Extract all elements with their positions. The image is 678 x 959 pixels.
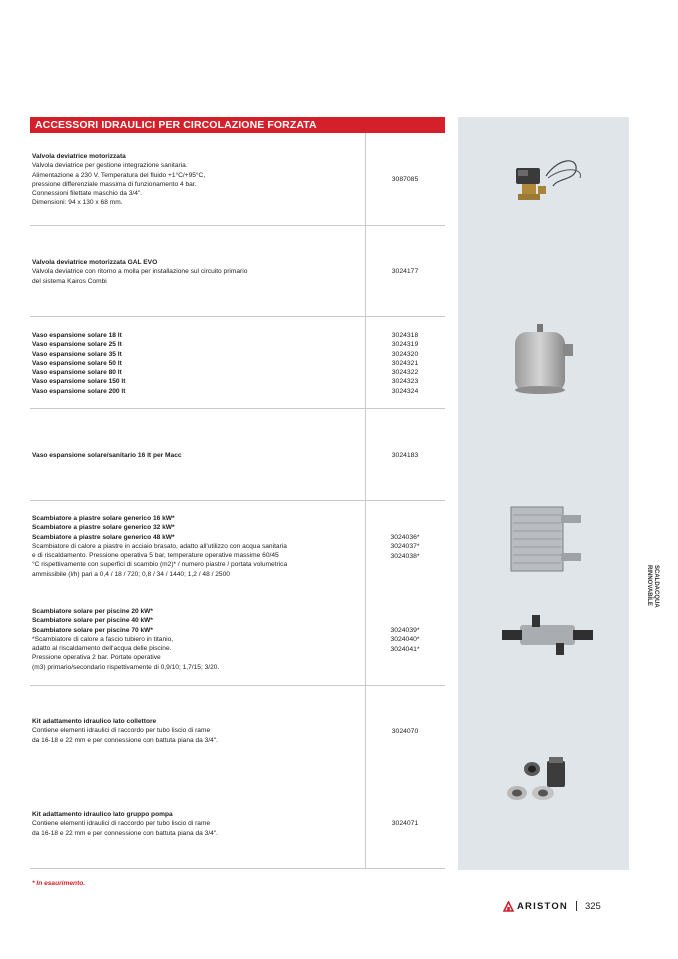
item-code: 3024321	[391, 359, 419, 367]
item-text: da 16-18 e 22 mm e per connessione con battuta piana da 3/4".	[32, 736, 218, 744]
item-code: 3024320	[391, 350, 419, 358]
item-description	[32, 258, 362, 286]
item-code: 3024040*	[390, 636, 420, 644]
side-label-line1: SCALDACQUA	[653, 565, 659, 608]
item-codes	[366, 626, 444, 654]
expansion-vessel-image	[505, 322, 580, 400]
item-codes	[366, 267, 444, 276]
item-text: del sistema Kairos Combi	[32, 277, 107, 285]
plate-heat-exchanger-image	[505, 503, 585, 575]
item-codes	[366, 819, 444, 828]
item-description	[32, 451, 362, 460]
item-code: 3024070	[391, 728, 419, 735]
item-codes	[366, 451, 444, 460]
item-title: Scambiatore solare per piscine 70 kW*	[32, 626, 153, 634]
item-text: Alimentazione a 230 V. Temperatura del fluido +1°C/+95°C,	[32, 171, 206, 179]
item-description	[32, 152, 362, 208]
item-code: 3024319	[391, 341, 419, 349]
item-code: 3024038*	[390, 552, 420, 560]
item-title: Vaso espansione solare 18 lt	[32, 332, 122, 339]
item-code: 3024177	[391, 268, 419, 275]
item-code: 3024037*	[390, 543, 420, 551]
item-title: Scambiatore a piastre solare generico 16 kW*	[32, 515, 175, 522]
footer	[503, 899, 601, 913]
row-divider	[30, 316, 445, 317]
item-code: 3087085	[391, 176, 419, 183]
item-text: Contiene elementi idraulici di raccordo per tubo liscio di rame	[32, 820, 211, 828]
side-label-line2: RINNOVABILE	[646, 565, 652, 606]
side-label	[645, 565, 675, 625]
item-code: 3024323	[391, 378, 419, 386]
page-number: 325	[584, 900, 601, 912]
item-title: Vaso espansione solare 35 lt	[32, 350, 122, 358]
item-text: °C rispettivamente con superfici di scambio (m2)* / numero piastre / portata volumetrica	[32, 561, 288, 569]
item-title: Scambiatore solare per piscine 20 kW*	[32, 608, 153, 615]
item-title: Scambiatore a piastre solare generico 48 kW*	[32, 533, 175, 541]
item-text: (m3) primario/secondario rispettivamente di 0,9/10; 1,7/15; 3/20.	[32, 663, 220, 671]
item-text: pressione differenziale massima di funzionamento 4 bar.	[32, 180, 197, 188]
item-codes	[366, 175, 444, 184]
item-title: Valvola deviatrice motorizzata GAL EVO	[32, 259, 158, 266]
item-code: 3024041*	[390, 645, 420, 653]
item-text: Dimensioni: 94 x 130 x 68 mm.	[32, 199, 123, 207]
item-codes	[366, 533, 444, 561]
item-code: 3024039*	[390, 627, 420, 634]
item-text: *Scambiatore di calore a fascio tubiero in titanio,	[32, 635, 174, 643]
item-text: Scambiatore di calore a piastre in acciaio brasato, adatto all'utilizzo con acqua sanitaria	[32, 542, 287, 550]
item-codes	[366, 331, 444, 396]
ariston-logo-icon	[503, 901, 514, 912]
hydraulic-fittings-image	[495, 755, 585, 805]
item-text: Contiene elementi idraulici di raccordo per tubo liscio di rame	[32, 727, 211, 735]
item-text: Valvola deviatrice per gestione integrazione sanitaria.	[32, 162, 188, 170]
footer-divider	[576, 901, 577, 911]
item-text: da 16-18 e 22 mm e per connessione con battuta piana da 3/4".	[32, 829, 218, 837]
item-code: 3024036*	[390, 534, 420, 541]
item-text: Valvola deviatrice con ritorno a molla per installazione sul circuito primario	[32, 268, 248, 276]
item-title: Kit adattamento idraulico lato collettore	[32, 718, 157, 725]
row-divider	[30, 500, 445, 501]
item-description	[32, 514, 362, 579]
item-codes	[366, 727, 444, 736]
item-text: e di riscaldamento. Pressione operativa 5 bar, temperature operative massime 60/45	[32, 552, 279, 560]
item-description	[32, 810, 362, 838]
footnote: * In esaurimento.	[32, 880, 86, 887]
item-description	[32, 607, 362, 672]
item-title: Vaso espansione solare 80 lt	[32, 369, 122, 377]
item-text: Pressione operativa 2 bar. Portate operative	[32, 654, 161, 662]
motorized-valve-image	[498, 148, 588, 208]
item-code: 3024183	[391, 452, 419, 459]
row-divider	[30, 225, 445, 226]
item-title: Vaso espansione solare 200 lt	[32, 387, 126, 395]
brand-name: ARISTON	[517, 900, 568, 912]
row-divider	[30, 685, 445, 686]
row-divider	[30, 868, 445, 869]
item-code: 3024322	[391, 369, 419, 377]
item-title: Vaso espansione solare 50 lt	[32, 359, 122, 367]
item-title: Kit adattamento idraulico lato gruppo pompa	[32, 811, 173, 818]
item-title: Vaso espansione solare 25 lt	[32, 341, 122, 349]
row-divider	[30, 408, 445, 409]
item-title: Scambiatore a piastre solare generico 32 kW*	[32, 524, 175, 532]
item-description	[32, 331, 362, 396]
item-text: ammissibile (l/h) pari a 0,4 / 18 / 720; 0,8 / 34 / 1440; 1,2 / 48 / 2500	[32, 570, 230, 578]
item-title: Valvola deviatrice motorizzata	[32, 153, 126, 160]
item-description	[32, 717, 362, 745]
section-title: ACCESSORI IDRAULICI PER CIRCOLAZIONE FORZATA	[30, 117, 445, 133]
item-title: Vaso espansione solare 150 lt	[32, 378, 126, 386]
item-code: 3024324	[391, 387, 419, 395]
item-code: 3024318	[391, 332, 419, 339]
pool-heat-exchanger-image	[500, 615, 595, 655]
item-text: adatto al riscaldamento dell'acqua delle piscine.	[32, 645, 172, 653]
item-text: Connessioni filettate maschio da 3/4".	[32, 190, 143, 198]
item-title: Vaso espansione solare/sanitario 16 lt per Macc	[32, 452, 182, 459]
item-title: Scambiatore solare per piscine 40 kW*	[32, 617, 153, 625]
item-code: 3024071	[391, 820, 419, 827]
